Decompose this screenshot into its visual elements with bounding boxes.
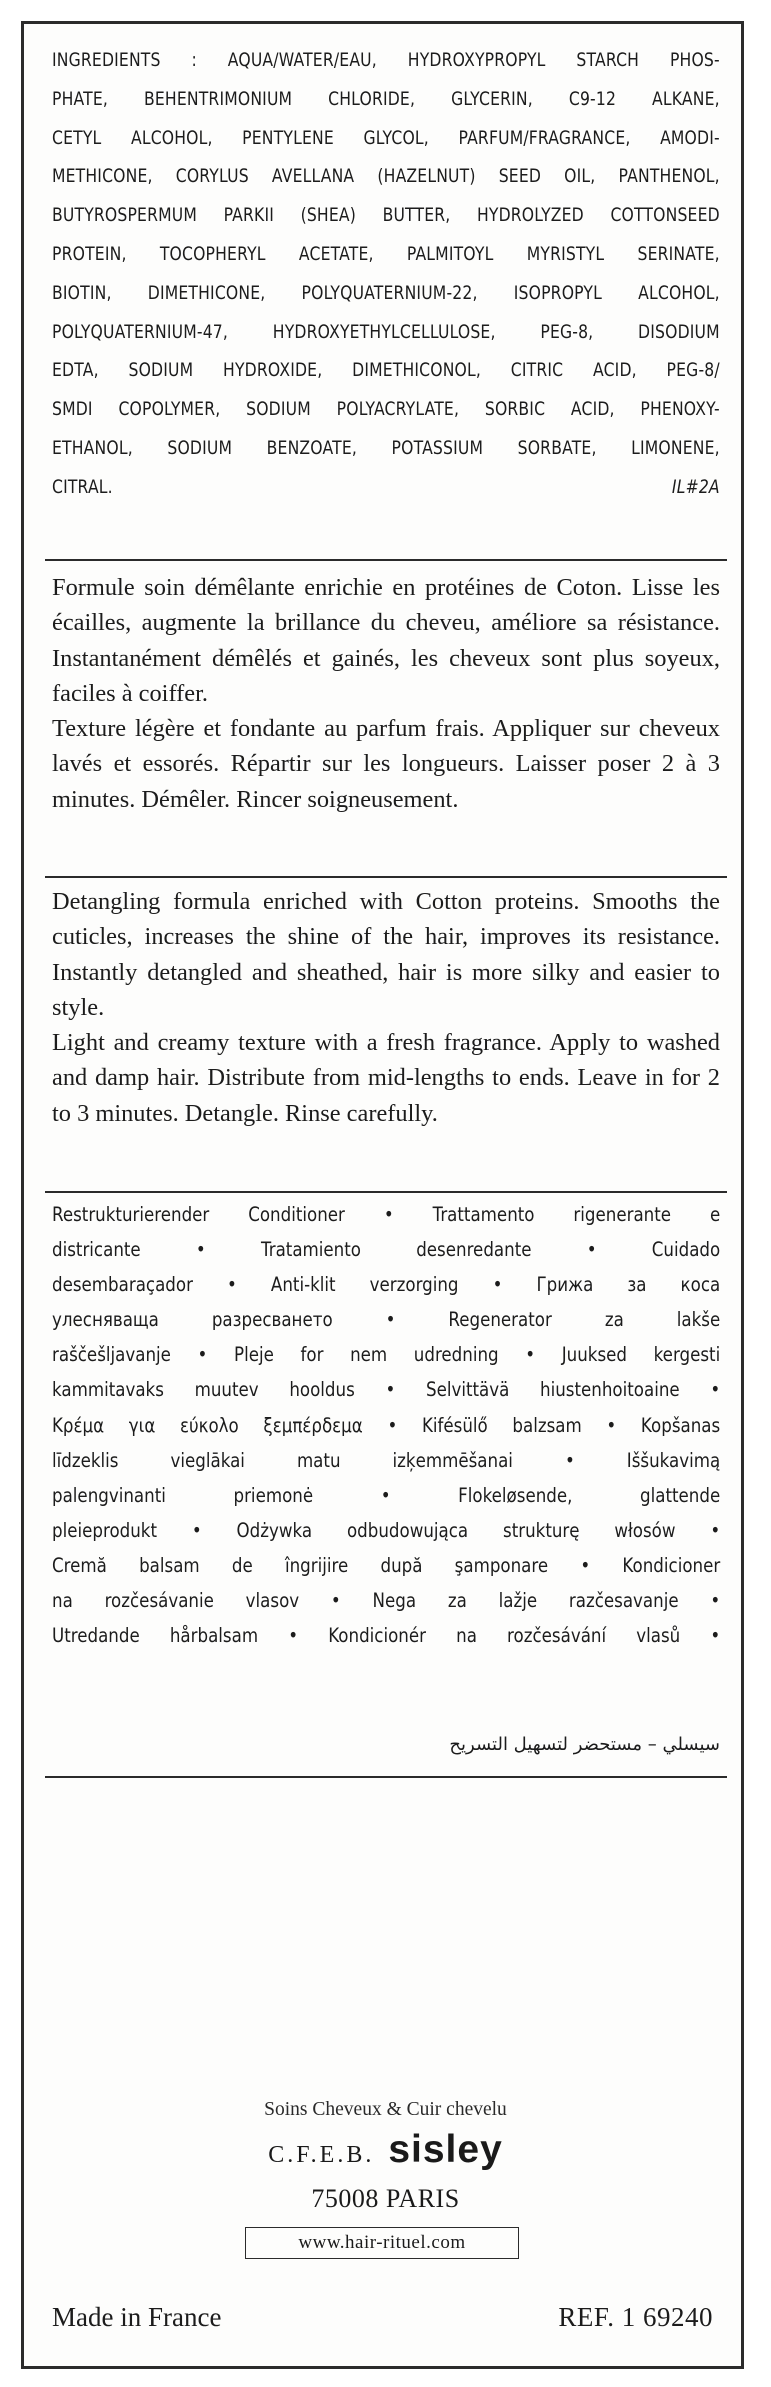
multilingual-line: pleieprodukt • Odżywka odbudowująca strukturę włosów • xyxy=(52,1518,721,1542)
multilingual-line: Restrukturierender Conditioner • Trattamento rigenerante e xyxy=(52,1203,721,1226)
english-paragraph-benefits: Detangling formula enriched with Cotton proteins. Smooths the cuticles, increases the shine of the hair, improves its resistance. Instantly detangled and sheathed, hair is more silky and easier to style. xyxy=(52,888,720,1021)
section-divider xyxy=(45,1776,727,1778)
multilingual-line: districante • Tratamiento desenredante • Cuidado xyxy=(52,1238,721,1262)
multilingual-line: raščešljavanje • Pleje for nem udredning • Juuksed kergesti xyxy=(52,1343,721,1367)
batch-code: IL#2A xyxy=(671,476,720,498)
multilingual-line: улесняваща разресването • Regenerator za lakše xyxy=(52,1308,721,1332)
ingredients-list xyxy=(52,42,720,508)
multilingual-line: na rozčesávanie vlasov • Nega za lažje razčesavanje • xyxy=(52,1589,721,1613)
section-divider xyxy=(45,876,727,878)
product-category: Soins Cheveux & Cuir chevelu xyxy=(264,2099,507,2120)
ingredients-line: ETHANOL, SODIUM BENZOATE, POTASSIUM SORBATE, LIMONENE, xyxy=(52,437,720,459)
ingredients-line: SMDI COPOLYMER, SODIUM POLYACRYLATE, SORBIC ACID, PHENOXY- xyxy=(52,399,720,421)
multilingual-line: līdzeklis vieglākai matu izķemmēšanai • Iššukavimą xyxy=(52,1448,721,1472)
french-paragraph-benefits: Formule soin démêlante enrichie en protéines de Coton. Lisse les écailles, augmente la brillance du cheveu, améliore sa résistance. Instantanément démêlés et gainés, les cheveux sont plus soyeux, faciles à coiffer. xyxy=(52,574,720,707)
french-paragraph-usage: Texture légère et fondante au parfum frais. Appliquer sur cheveux lavés et essorés. Répartir sur les longueurs. Laisser poser 2 à 3 minutes. Démêler. Rincer soigneusement. xyxy=(52,715,720,813)
french-description xyxy=(52,570,720,817)
ingredients-line: METHICONE, CORYLUS AVELLANA (HAZELNUT) SEED OIL, PANTHENOL, xyxy=(52,166,720,188)
section-divider xyxy=(45,1191,727,1193)
english-paragraph-usage: Light and creamy texture with a fresh fragrance. Apply to washed and damp hair. Distribute from mid-lengths to ends. Leave in for 2 to 3 minutes. Detangle. Rinse carefully. xyxy=(52,1029,720,1127)
website-url: www.hair-rituel.com xyxy=(245,2227,519,2259)
product-reference: REF. 1 69240 xyxy=(558,2302,713,2332)
ingredients-line: PHATE, BEHENTRIMONIUM CHLORIDE, GLYCERIN, C9-12 ALKANE, xyxy=(52,88,720,110)
english-description xyxy=(52,884,720,1131)
company-address: 75008 PARIS xyxy=(311,2184,460,2213)
sisley-logo: sisley xyxy=(388,2128,503,2171)
multilingual-line: kammitavaks muutev hooldus • Selvittävä hiustenhoitoaine • xyxy=(52,1378,721,1402)
ingredients-line: POLYQUATERNIUM-47, HYDROXYETHYLCELLULOSE, PEG-8, DISODIUM xyxy=(52,321,720,343)
product-label-panel xyxy=(21,21,744,2369)
ingredients-block xyxy=(52,42,720,508)
multilingual-line: desembaraçador • Anti-klit verzorging • Грижа за коса xyxy=(52,1273,721,1297)
arabic-product-name: سيسلي – مستحضر لتسهيل التسريح xyxy=(449,1734,720,1755)
ingredients-line: BUTYROSPERMUM PARKII (SHEA) BUTTER, HYDROLYZED COTTONSEED xyxy=(52,205,720,227)
ingredients-line: PROTEIN, TOCOPHERYL ACETATE, PALMITOYL MYRISTYL SERINATE, xyxy=(52,243,720,265)
company-name: C.F.E.B. xyxy=(268,2142,375,2168)
multilingual-line: Utredande hårbalsam • Kondicionér na rozčesávání vlasů • xyxy=(52,1624,721,1648)
country-of-origin: Made in France xyxy=(52,2302,222,2332)
section-divider xyxy=(45,559,727,561)
multilingual-line: Cremă balsam de îngrijire după şamponare • Kondicioner xyxy=(52,1553,721,1577)
multilingual-line: palengvinanti priemonė • Flokeløsende, glattende xyxy=(52,1483,721,1507)
ingredients-last-line xyxy=(52,469,720,508)
multilingual-product-names xyxy=(52,1197,720,1653)
ingredients-line: CETYL ALCOHOL, PENTYLENE GLYCOL, PARFUM/FRAGRANCE, AMODI- xyxy=(52,127,720,149)
ingredients-line: INGREDIENTS : AQUA/WATER/EAU, HYDROXYPROPYL STARCH PHOS- xyxy=(52,50,720,71)
brand-lockup xyxy=(24,2128,747,2172)
ingredients-final-word: CITRAL. xyxy=(52,476,113,498)
ingredients-line: BIOTIN, DIMETHICONE, POLYQUATERNIUM-22, ISOPROPYL ALCOHOL, xyxy=(52,282,720,304)
ingredients-line: EDTA, SODIUM HYDROXIDE, DIMETHICONOL, CITRIC ACID, PEG-8/ xyxy=(52,360,720,382)
multilingual-line: Κρέμα για εύκολο ξεμπέρδεμα • Kifésülő balzsam • Kopšanas xyxy=(52,1413,721,1437)
